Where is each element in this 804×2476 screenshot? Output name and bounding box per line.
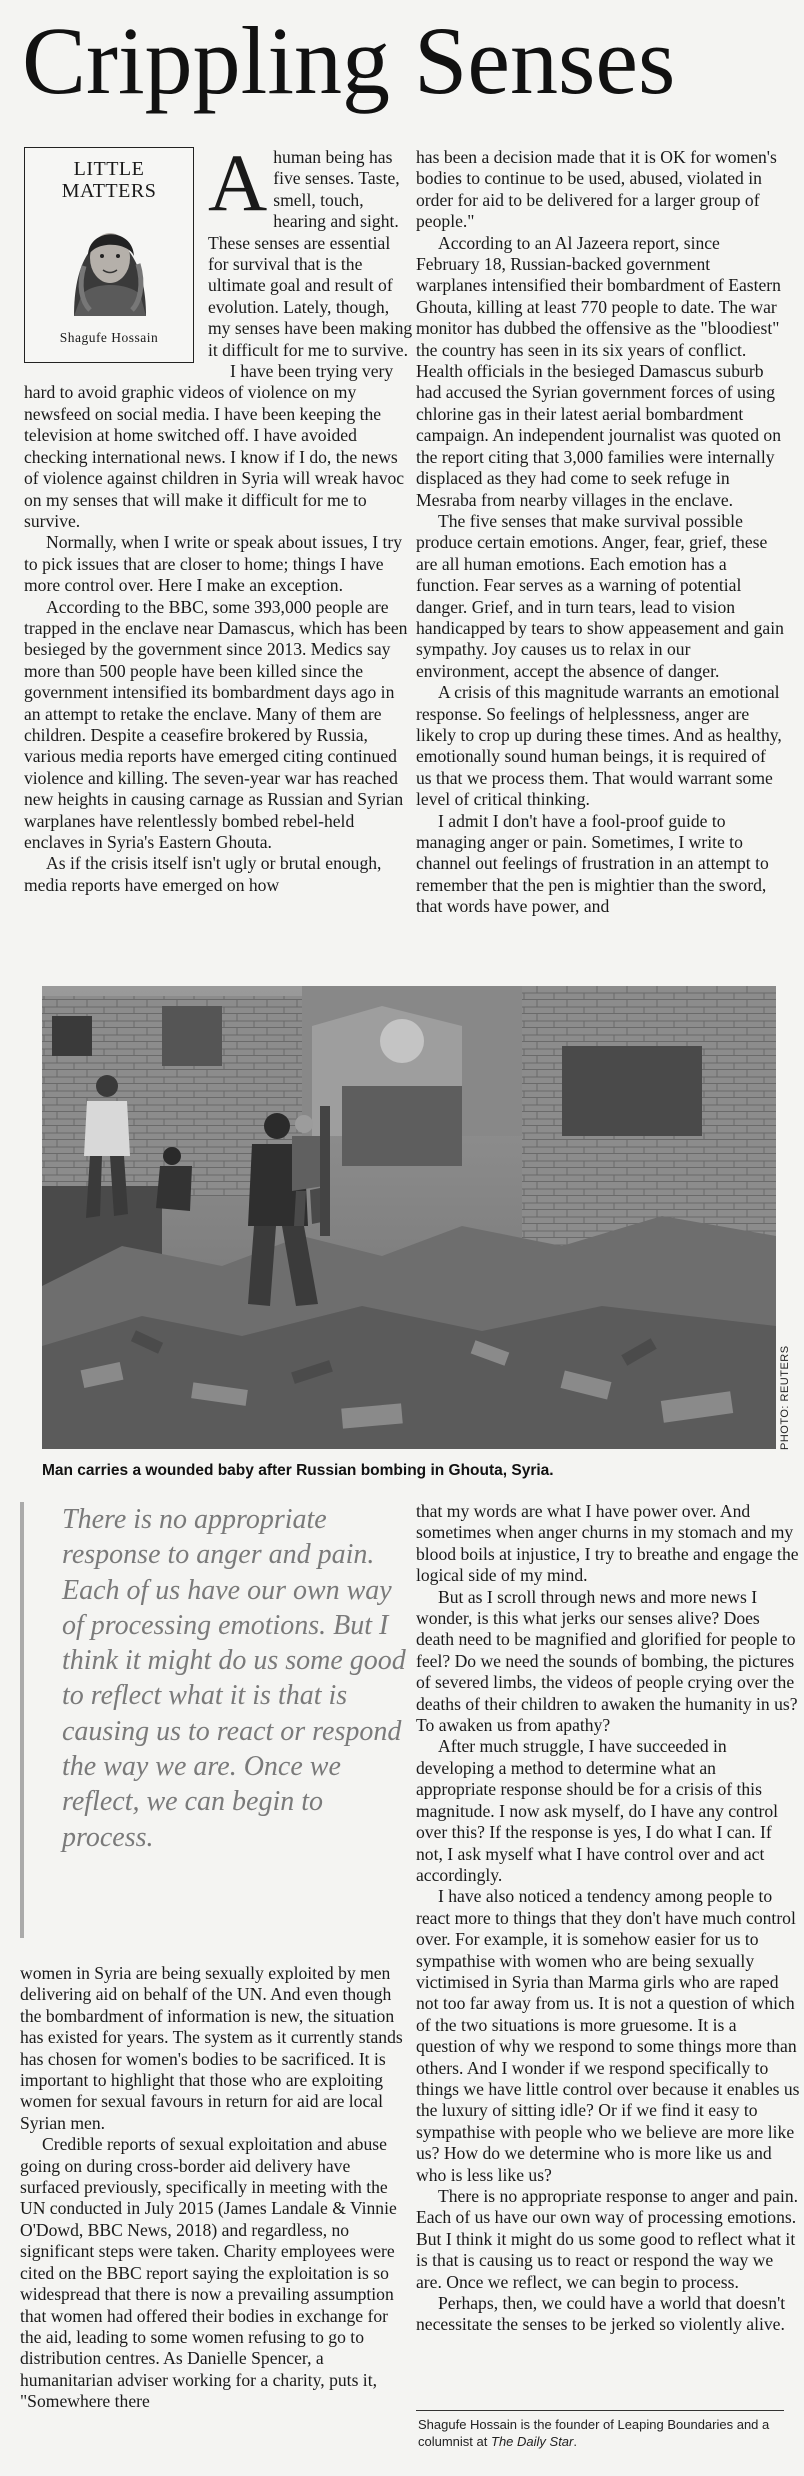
- bio-text: Shagufe Hossain is the founder of Leaping Boundaries and a columnist at: [418, 2417, 770, 2449]
- body-paragraph: According to an Al Jazeera report, since February 18, Russian-backed government warplanes intensified their bombardment of Eastern Ghouta, killing at least 770 people to date. The war monitor has dubbed the offensive as the "bloodiest" the country has seen in its six years of conflict. Health officials in the besieged Damascus suburb had accused the Syrian government forces of using chlorine gas in their latest aerial bombardment campaign. An independent journalist was quoted on the report citing that 3,000 families were internally displaced as they had come to seek refuge in Mesraba from nearby villages in the enclave.: [416, 232, 781, 510]
- article-column-1: [24, 147, 414, 971]
- body-paragraph: has been a decision made that it is OK for women's bodies to continue to be used, abused, violated in order for aid to be delivered for a larger group of people.": [416, 147, 777, 232]
- body-paragraph: women in Syria are being sexually exploited by men delivering aid on behalf of the UN. And even though the bombardment of information is new, the situation has existed for years. The system as it currently stands has chosen for women's bodies to be sacrificed. It is important to highlight that those who are exploiting women for sexual favours in return for aid are local Syrian men.: [20, 1963, 403, 2133]
- news-photo: [42, 986, 776, 1449]
- article-column-3: [20, 1963, 408, 2463]
- body-paragraph: After much struggle, I have succeeded in developing a method to determine what an appropriate response should be for a crisis of this magnitude. I now ask myself, do I have any control over this? If the response is yes, I do what I can. If not, I ask myself what I have control over and act accordingly.: [416, 1736, 779, 1885]
- dropcap: A: [208, 147, 268, 228]
- body-paragraph: I admit I don't have a fool-proof guide to managing anger or pain. Sometimes, I write to channel out feelings of frustration in an attempt to remember that the pen is mightier than the sword, that words have power, and: [416, 810, 769, 917]
- article-column-4: [416, 1501, 800, 2401]
- paragraph-text: human being has five senses. Taste, smell, touch, hearing and sight. These senses are essential for survival that is the ultimate goal and result of evolution. Lately, though, my senses have been making it difficult for me to survive.: [208, 147, 413, 360]
- body-paragraph: But as I scroll through news and more news I wonder, is this what jerks our senses alive? Does death need to be magnified and glorified for people to feel? Do we need the sounds of bombing, the pictures of severed limbs, the videos of people crying over the deaths of their children to awaken the humanity in us? To awaken us from apathy?: [416, 1586, 798, 1736]
- author-bio: [418, 2416, 788, 2450]
- bio-paper-name: The Daily Star: [491, 2434, 574, 2449]
- body-paragraph: According to the BBC, some 393,000 people are trapped in the enclave near Damascus, which has been besieged by the government since 2013. Medics say more than 500 people have been killed since the government intensified its bombardment days ago in an attempt to retake the enclave. Many of them are children. Despite a ceasefire brokered by Russia, various media reports have emerged citing continued violence and killing. The seven-year war has reached new heights in causing carnage as Russian and Syrian warplanes have relentlessly bombed rebel-held enclaves in Syria's Eastern Ghouta.: [24, 596, 408, 852]
- column-title-line2: MATTERS: [61, 180, 157, 202]
- body-paragraph: As if the crisis itself isn't ugly or brutal enough, media reports have emerged on how: [24, 853, 382, 895]
- column-title-line1: LITTLE: [73, 158, 145, 180]
- body-paragraph: Normally, when I write or speak about issues, I try to pick issues that are closer to home; things I have more control over. Here I make an exception.: [24, 532, 403, 596]
- body-paragraph: I have been trying very hard to avoid graphic videos of violence on my newsfeed on social media. I have been keeping the television at home switched off. I have avoided checking international news. I know if I do, the news of violence against children in Syria will wreak havoc on my senses that will make it difficult for me to survive.: [24, 361, 405, 531]
- body-paragraph: A crisis of this magnitude warrants an emotional response. So feelings of helplessness, anger are likely to crop up during these times. And as healthy, emotionally sound human beings, it is required of us that we process them. That would warrant some level of critical thinking.: [416, 682, 782, 810]
- column-badge: [24, 147, 194, 363]
- body-paragraph: I have also noticed a tendency among people to react more to things that they don't have much control over. For example, it is somehow easier for us to sympathise with women who are being sexually victimised in Syria than Marma girls who are raped not too far away from us. It is not a question of which of the two situations is more gruesome. It is a question of why we respond to some things more than others. And I wonder if we respond specifically to things we have little control over because it enables us the luxury of sitting idle? Or if we find it easy to sympathise with people who we believe are more like us? How do we determine who is more like us and who is less like us?: [416, 1886, 800, 2185]
- author-portrait: [54, 206, 164, 316]
- photo-credit: PHOTO: REUTERS: [779, 1345, 791, 1450]
- body-paragraph: The five senses that make survival possible produce certain emotions. Anger, fear, grief, these are all human emotions. Each emotion has a function. Fear serves as a warning of potential danger. Grief, and in turn tears, lead to vision handicapped by tears to show appeasement and gain sympathy. Joy causes us to relax in our environment, accept the absence of danger.: [416, 510, 784, 681]
- body-paragraph: There is no appropriate response to anger and pain. Each of us have our own way of processing emotions. But I think it might do us some good to reflect what it is that is causing us to react or respond the way we are. Once we reflect, we can begin to process.: [416, 2186, 799, 2292]
- body-paragraph: Credible reports of sexual exploitation and abuse going on during cross-border aid delivery have surfaced previously, specifically in meeting with the UN conducted in July 2015 (James Landale & Vinnie O'Dowd, BBC News, 2018) and regardless, no significant steps were taken. Charity employees were cited on the BBC report saying the exploitation is so widespread that there is now a prevailing assumption that women had offered their bodies in exchange for the aid, leading to some women refusing to go to distribution centres. As Danielle Spencer, a humanitarian adviser working for a charity, puts it, "Somewhere there: [20, 2134, 397, 2412]
- bio-end: .: [573, 2434, 577, 2449]
- body-paragraph: Perhaps, then, we could have a world that doesn't necessitate the senses to be jerked so violently alive.: [416, 2293, 786, 2335]
- column-title: [25, 158, 193, 202]
- article-column-2: [416, 147, 784, 971]
- pull-quote: There is no appropriate response to anger and pain. Each of us have our own way of processing emotions. But I think it might do us some good to reflect what it is that is causing us to react or respond the way we are. Once we reflect, we can begin to process.: [20, 1502, 408, 1938]
- photo-caption: Man carries a wounded baby after Russian bombing in Ghouta, Syria.: [42, 1462, 554, 1479]
- author-name: Shagufe Hossain: [59, 330, 159, 346]
- body-paragraph: that my words are what I have power over. And sometimes when anger churns in my stomach and my blood boils at injustice, I try to breathe and engage the logical side of my mind.: [416, 1501, 799, 1586]
- bio-divider: [416, 2410, 784, 2411]
- headline: Crippling Senses: [22, 7, 676, 114]
